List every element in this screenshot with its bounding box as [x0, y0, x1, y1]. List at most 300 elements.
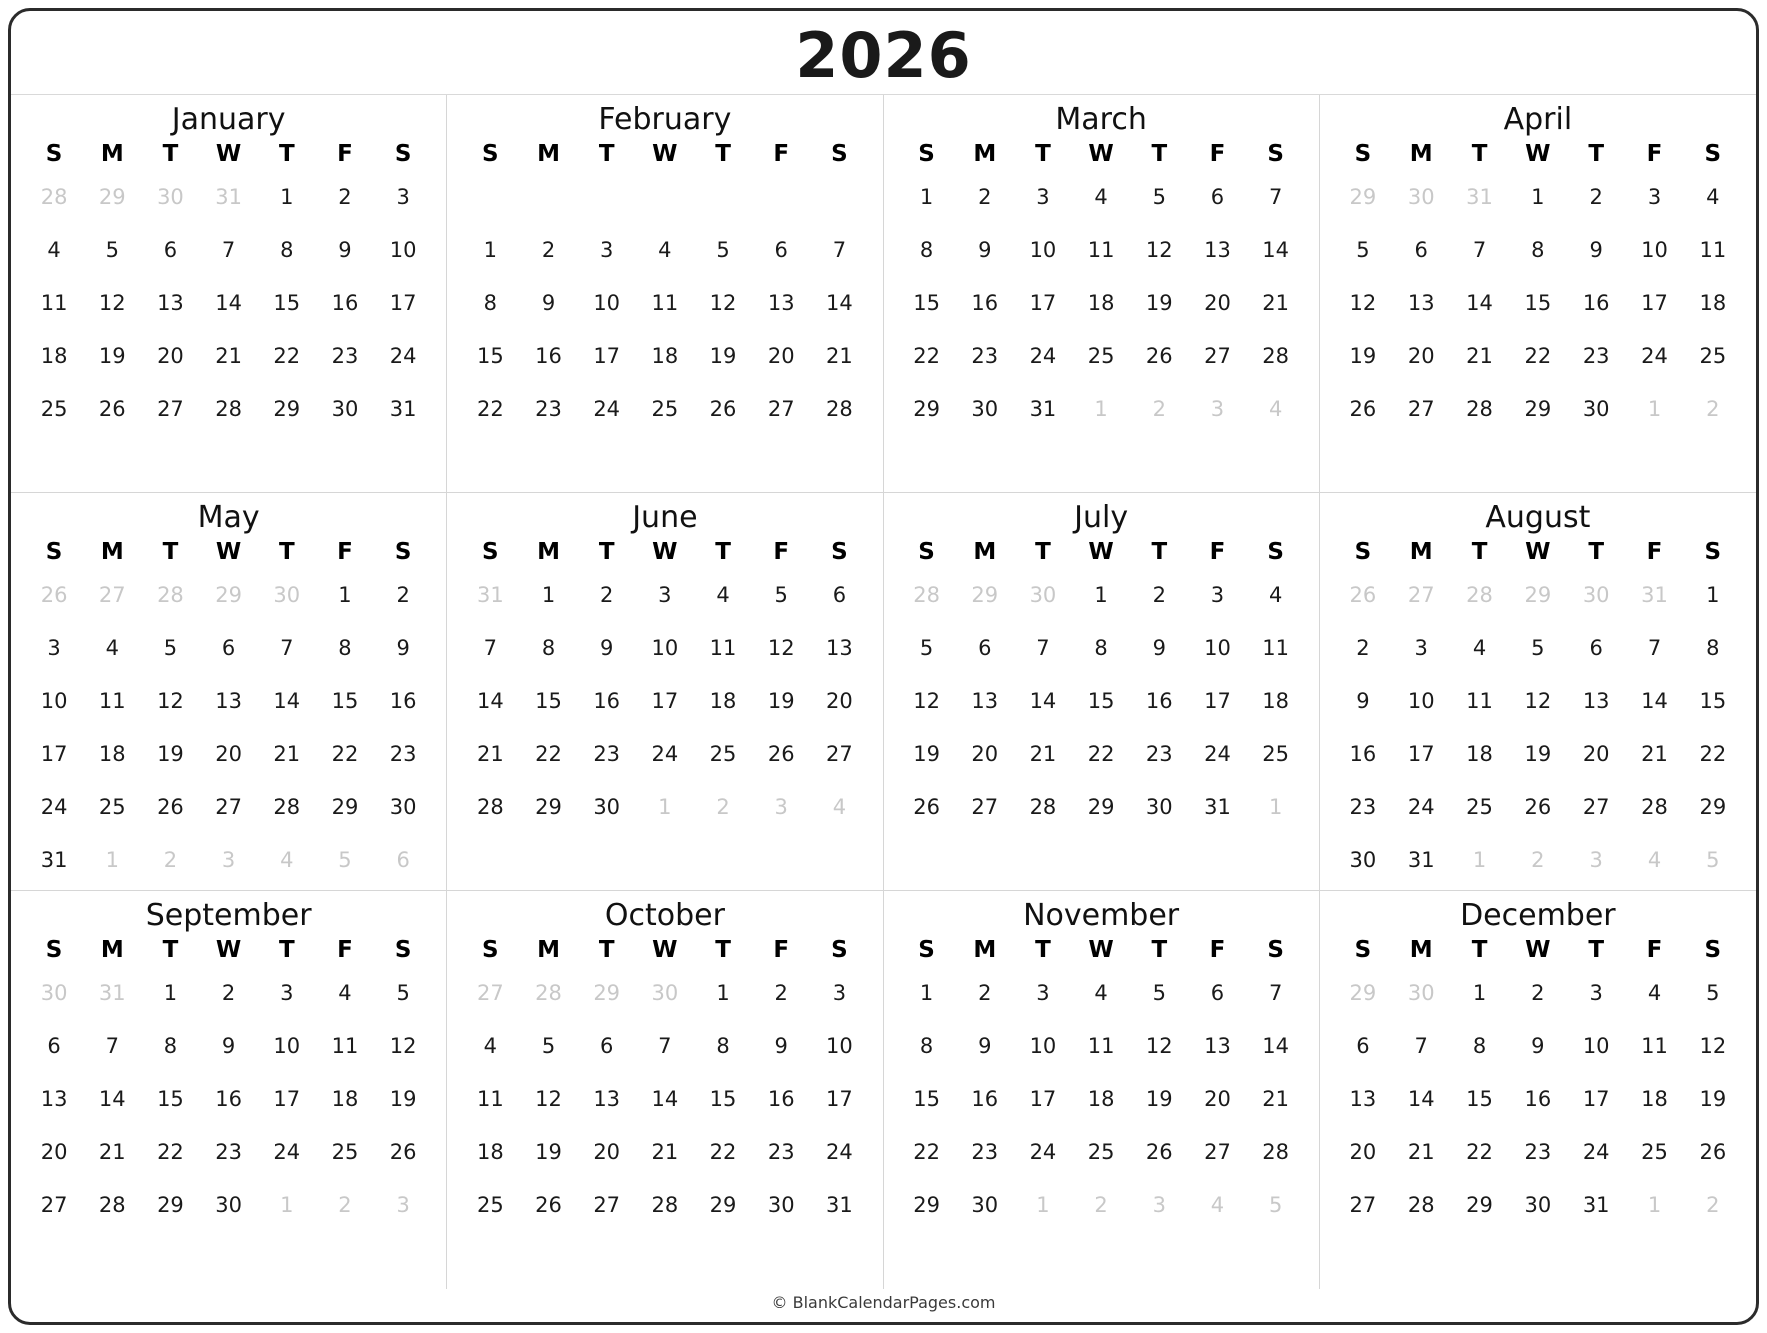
day-cell[interactable]: 30	[273, 583, 301, 608]
day-cell[interactable]: 27	[1582, 794, 1610, 819]
day-cell[interactable]: 10	[273, 1034, 301, 1059]
day-cell[interactable]: 23	[1582, 343, 1610, 368]
day-cell[interactable]: 21	[1262, 290, 1290, 315]
day-cell[interactable]: 2	[1152, 583, 1166, 608]
day-cell[interactable]: 16	[1145, 688, 1173, 713]
day-cell[interactable]: 25	[40, 396, 68, 421]
day-cell[interactable]: 14	[476, 688, 504, 713]
day-cell[interactable]: 25	[1466, 794, 1493, 819]
day-cell[interactable]: 21	[215, 343, 242, 368]
day-cell[interactable]: 12	[1145, 1034, 1173, 1059]
day-cell[interactable]: 15	[331, 688, 359, 713]
day-cell[interactable]: 25	[98, 794, 126, 819]
day-cell[interactable]: 9	[600, 635, 614, 660]
day-cell[interactable]: 4	[280, 847, 294, 872]
day-cell[interactable]: 18	[476, 1140, 504, 1165]
day-cell[interactable]: 14	[1262, 237, 1290, 262]
day-cell[interactable]: 23	[593, 741, 621, 766]
day-cell[interactable]: 14	[1262, 1034, 1290, 1059]
day-cell[interactable]: 22	[331, 741, 359, 766]
day-cell[interactable]: 24	[1029, 343, 1057, 368]
day-cell[interactable]: 1	[1094, 583, 1108, 608]
day-cell[interactable]: 13	[826, 635, 853, 660]
day-cell[interactable]: 22	[1087, 741, 1115, 766]
day-cell[interactable]: 10	[1029, 237, 1057, 262]
day-cell[interactable]: 11	[651, 290, 679, 315]
day-cell[interactable]: 28	[1641, 794, 1668, 819]
day-cell[interactable]: 11	[1087, 237, 1115, 262]
day-cell[interactable]: 7	[658, 1034, 672, 1059]
day-cell[interactable]: 1	[1268, 794, 1283, 819]
day-cell[interactable]: 30	[1524, 1193, 1552, 1218]
day-cell[interactable]: 16	[1524, 1087, 1552, 1112]
day-cell[interactable]: 4	[1472, 635, 1487, 660]
day-cell[interactable]: 23	[1145, 741, 1173, 766]
day-cell[interactable]: 1	[919, 185, 934, 210]
day-cell[interactable]: 11	[1641, 1034, 1668, 1059]
day-cell[interactable]: 20	[1204, 1087, 1231, 1112]
day-cell[interactable]: 18	[651, 343, 679, 368]
day-cell[interactable]: 30	[215, 1193, 242, 1218]
day-cell[interactable]: 21	[826, 343, 853, 368]
day-cell[interactable]: 27	[157, 396, 184, 421]
day-cell[interactable]: 27	[1349, 1193, 1377, 1218]
day-cell[interactable]: 3	[47, 635, 61, 660]
day-cell[interactable]: 6	[1414, 237, 1428, 262]
day-cell[interactable]: 7	[1414, 1034, 1428, 1059]
day-cell[interactable]: 31	[1204, 794, 1231, 819]
day-cell[interactable]: 25	[1699, 343, 1727, 368]
day-cell[interactable]: 3	[1589, 847, 1603, 872]
day-cell[interactable]: 21	[1407, 1140, 1435, 1165]
day-cell[interactable]: 2	[338, 1193, 352, 1218]
day-cell[interactable]: 1	[338, 583, 352, 608]
day-cell[interactable]: 26	[1524, 794, 1552, 819]
day-cell[interactable]: 9	[978, 1034, 992, 1059]
day-cell[interactable]: 27	[476, 981, 504, 1006]
day-cell[interactable]: 20	[1204, 290, 1231, 315]
day-cell[interactable]: 9	[338, 237, 352, 262]
day-cell[interactable]: 11	[1699, 237, 1727, 262]
day-cell[interactable]: 5	[1268, 1193, 1283, 1218]
day-cell[interactable]: 29	[913, 396, 940, 421]
day-cell[interactable]: 20	[593, 1140, 621, 1165]
day-cell[interactable]: 27	[593, 1193, 621, 1218]
day-cell[interactable]: 2	[1152, 396, 1166, 421]
day-cell[interactable]: 3	[221, 847, 236, 872]
day-cell[interactable]: 29	[273, 396, 301, 421]
day-cell[interactable]: 29	[1349, 981, 1377, 1006]
day-cell[interactable]: 3	[280, 981, 294, 1006]
day-cell[interactable]: 10	[1641, 237, 1668, 262]
day-cell[interactable]: 31	[98, 981, 126, 1006]
day-cell[interactable]: 1	[483, 237, 498, 262]
day-cell[interactable]: 4	[1094, 185, 1108, 210]
day-cell[interactable]: 5	[396, 981, 410, 1006]
day-cell[interactable]: 29	[331, 794, 359, 819]
day-cell[interactable]: 3	[1210, 583, 1225, 608]
day-cell[interactable]: 5	[105, 237, 119, 262]
day-cell[interactable]: 30	[389, 794, 417, 819]
day-cell[interactable]: 27	[1407, 396, 1435, 421]
day-cell[interactable]: 26	[1349, 396, 1377, 421]
day-cell[interactable]: 3	[1036, 981, 1050, 1006]
day-cell[interactable]: 21	[273, 741, 301, 766]
day-cell[interactable]: 21	[1029, 741, 1057, 766]
day-cell[interactable]: 7	[483, 635, 498, 660]
day-cell[interactable]: 5	[1706, 847, 1720, 872]
day-cell[interactable]: 16	[971, 1087, 999, 1112]
day-cell[interactable]: 15	[535, 688, 562, 713]
day-cell[interactable]: 12	[535, 1087, 562, 1112]
day-cell[interactable]: 14	[1407, 1087, 1435, 1112]
day-cell[interactable]: 28	[1466, 396, 1493, 421]
day-cell[interactable]: 6	[1210, 981, 1225, 1006]
day-cell[interactable]: 12	[767, 635, 795, 660]
day-cell[interactable]: 7	[832, 237, 847, 262]
day-cell[interactable]: 11	[98, 688, 126, 713]
day-cell[interactable]: 28	[535, 981, 562, 1006]
day-cell[interactable]: 1	[280, 185, 294, 210]
day-cell[interactable]: 16	[535, 343, 562, 368]
day-cell[interactable]: 4	[1210, 1193, 1225, 1218]
day-cell[interactable]: 19	[767, 688, 795, 713]
day-cell[interactable]: 19	[98, 343, 126, 368]
day-cell[interactable]: 26	[1145, 343, 1173, 368]
day-cell[interactable]: 29	[1699, 794, 1727, 819]
day-cell[interactable]: 13	[1582, 688, 1610, 713]
day-cell[interactable]: 30	[767, 1193, 795, 1218]
day-cell[interactable]: 26	[98, 396, 126, 421]
day-cell[interactable]: 2	[774, 981, 788, 1006]
day-cell[interactable]: 20	[1407, 343, 1435, 368]
day-cell[interactable]: 15	[476, 343, 504, 368]
day-cell[interactable]: 28	[215, 396, 242, 421]
day-cell[interactable]: 31	[1582, 1193, 1610, 1218]
day-cell[interactable]: 10	[651, 635, 679, 660]
day-cell[interactable]: 8	[541, 635, 556, 660]
day-cell[interactable]: 13	[1204, 1034, 1231, 1059]
day-cell[interactable]: 27	[971, 794, 999, 819]
day-cell[interactable]: 9	[1589, 237, 1603, 262]
day-cell[interactable]: 7	[280, 635, 294, 660]
day-cell[interactable]: 17	[651, 688, 679, 713]
day-cell[interactable]: 29	[1524, 396, 1552, 421]
day-cell[interactable]: 13	[40, 1087, 68, 1112]
day-cell[interactable]: 27	[826, 741, 853, 766]
day-cell[interactable]: 27	[767, 396, 795, 421]
day-cell[interactable]: 6	[832, 583, 847, 608]
day-cell[interactable]: 19	[1524, 741, 1552, 766]
day-cell[interactable]: 12	[709, 290, 737, 315]
day-cell[interactable]: 30	[1407, 981, 1435, 1006]
day-cell[interactable]: 18	[1641, 1087, 1668, 1112]
day-cell[interactable]: 6	[1589, 635, 1603, 660]
day-cell[interactable]: 24	[40, 794, 68, 819]
day-cell[interactable]: 24	[826, 1140, 853, 1165]
day-cell[interactable]: 28	[1029, 794, 1057, 819]
day-cell[interactable]: 6	[1356, 1034, 1370, 1059]
day-cell[interactable]: 10	[1204, 635, 1231, 660]
day-cell[interactable]: 11	[1466, 688, 1493, 713]
day-cell[interactable]: 31	[476, 583, 504, 608]
day-cell[interactable]: 18	[40, 343, 68, 368]
day-cell[interactable]: 22	[1699, 741, 1727, 766]
day-cell[interactable]: 5	[541, 1034, 556, 1059]
day-cell[interactable]: 27	[1407, 583, 1435, 608]
day-cell[interactable]: 7	[1647, 635, 1662, 660]
day-cell[interactable]: 26	[40, 583, 68, 608]
day-cell[interactable]: 28	[157, 583, 184, 608]
day-cell[interactable]: 15	[1524, 290, 1552, 315]
day-cell[interactable]: 2	[1531, 981, 1545, 1006]
day-cell[interactable]: 9	[1152, 635, 1166, 660]
day-cell[interactable]: 2	[1589, 185, 1603, 210]
day-cell[interactable]: 11	[1087, 1034, 1115, 1059]
day-cell[interactable]: 2	[1706, 1193, 1720, 1218]
day-cell[interactable]: 2	[1094, 1193, 1108, 1218]
day-cell[interactable]: 4	[338, 981, 352, 1006]
day-cell[interactable]: 4	[1094, 981, 1108, 1006]
day-cell[interactable]: 19	[1145, 290, 1173, 315]
day-cell[interactable]: 3	[396, 185, 410, 210]
day-cell[interactable]: 23	[971, 343, 999, 368]
day-cell[interactable]: 3	[658, 583, 672, 608]
day-cell[interactable]: 5	[774, 583, 788, 608]
day-cell[interactable]: 13	[593, 1087, 621, 1112]
day-cell[interactable]: 18	[1087, 1087, 1115, 1112]
day-cell[interactable]: 30	[651, 981, 679, 1006]
day-cell[interactable]: 10	[1029, 1034, 1057, 1059]
day-cell[interactable]: 1	[1706, 583, 1720, 608]
day-cell[interactable]: 18	[331, 1087, 359, 1112]
day-cell[interactable]: 28	[913, 583, 940, 608]
day-cell[interactable]: 4	[47, 237, 61, 262]
day-cell[interactable]: 24	[1407, 794, 1435, 819]
day-cell[interactable]: 17	[1204, 688, 1231, 713]
day-cell[interactable]: 30	[1349, 847, 1377, 872]
day-cell[interactable]: 1	[716, 981, 730, 1006]
day-cell[interactable]: 22	[476, 396, 504, 421]
day-cell[interactable]: 22	[913, 343, 940, 368]
day-cell[interactable]: 2	[716, 794, 730, 819]
day-cell[interactable]: 17	[1029, 290, 1057, 315]
day-cell[interactable]: 8	[1472, 1034, 1487, 1059]
day-cell[interactable]: 16	[971, 290, 999, 315]
day-cell[interactable]: 30	[1029, 583, 1057, 608]
day-cell[interactable]: 30	[971, 396, 999, 421]
day-cell[interactable]: 13	[971, 688, 999, 713]
day-cell[interactable]: 26	[1349, 583, 1377, 608]
day-cell[interactable]: 11	[40, 290, 68, 315]
day-cell[interactable]: 22	[913, 1140, 940, 1165]
day-cell[interactable]: 13	[767, 290, 795, 315]
day-cell[interactable]: 6	[774, 237, 788, 262]
day-cell[interactable]: 23	[767, 1140, 795, 1165]
day-cell[interactable]: 8	[919, 237, 934, 262]
day-cell[interactable]: 28	[826, 396, 853, 421]
day-cell[interactable]: 18	[1087, 290, 1115, 315]
day-cell[interactable]: 3	[1210, 396, 1225, 421]
day-cell[interactable]: 2	[978, 981, 992, 1006]
day-cell[interactable]: 21	[1641, 741, 1668, 766]
day-cell[interactable]: 4	[658, 237, 672, 262]
day-cell[interactable]: 22	[273, 343, 301, 368]
day-cell[interactable]: 14	[215, 290, 242, 315]
day-cell[interactable]: 2	[978, 185, 992, 210]
day-cell[interactable]: 1	[1036, 1193, 1050, 1218]
day-cell[interactable]: 27	[98, 583, 126, 608]
day-cell[interactable]: 20	[40, 1140, 68, 1165]
day-cell[interactable]: 4	[1706, 185, 1720, 210]
day-cell[interactable]: 14	[273, 688, 301, 713]
day-cell[interactable]: 27	[1204, 343, 1231, 368]
day-cell[interactable]: 17	[826, 1087, 853, 1112]
day-cell[interactable]: 20	[157, 343, 184, 368]
day-cell[interactable]: 12	[913, 688, 940, 713]
day-cell[interactable]: 6	[600, 1034, 614, 1059]
day-cell[interactable]: 16	[215, 1087, 242, 1112]
day-cell[interactable]: 19	[913, 741, 940, 766]
day-cell[interactable]: 21	[476, 741, 504, 766]
day-cell[interactable]: 29	[709, 1193, 737, 1218]
day-cell[interactable]: 25	[1087, 1140, 1115, 1165]
day-cell[interactable]: 28	[1466, 583, 1493, 608]
day-cell[interactable]: 29	[98, 185, 126, 210]
day-cell[interactable]: 1	[1647, 396, 1662, 421]
day-cell[interactable]: 14	[651, 1087, 679, 1112]
day-cell[interactable]: 1	[658, 794, 672, 819]
day-cell[interactable]: 9	[774, 1034, 788, 1059]
day-cell[interactable]: 3	[774, 794, 788, 819]
day-cell[interactable]: 1	[1647, 1193, 1662, 1218]
day-cell[interactable]: 7	[221, 237, 236, 262]
day-cell[interactable]: 4	[483, 1034, 498, 1059]
day-cell[interactable]: 27	[1204, 1140, 1231, 1165]
day-cell[interactable]: 31	[1466, 185, 1493, 210]
day-cell[interactable]: 25	[1087, 343, 1115, 368]
day-cell[interactable]: 24	[1029, 1140, 1057, 1165]
day-cell[interactable]: 19	[1145, 1087, 1173, 1112]
day-cell[interactable]: 23	[331, 343, 359, 368]
day-cell[interactable]: 20	[1349, 1140, 1377, 1165]
day-cell[interactable]: 6	[47, 1034, 61, 1059]
day-cell[interactable]: 16	[331, 290, 359, 315]
day-cell[interactable]: 6	[396, 847, 410, 872]
day-cell[interactable]: 18	[98, 741, 126, 766]
day-cell[interactable]: 10	[389, 237, 417, 262]
day-cell[interactable]: 26	[1699, 1140, 1727, 1165]
day-cell[interactable]: 30	[157, 185, 184, 210]
day-cell[interactable]: 3	[1589, 981, 1603, 1006]
day-cell[interactable]: 12	[1699, 1034, 1727, 1059]
day-cell[interactable]: 20	[1582, 741, 1610, 766]
day-cell[interactable]: 3	[1414, 635, 1428, 660]
day-cell[interactable]: 31	[826, 1193, 853, 1218]
day-cell[interactable]: 8	[163, 1034, 178, 1059]
day-cell[interactable]: 18	[1262, 688, 1290, 713]
day-cell[interactable]: 29	[913, 1193, 940, 1218]
day-cell[interactable]: 1	[1472, 847, 1487, 872]
day-cell[interactable]: 22	[157, 1140, 184, 1165]
day-cell[interactable]: 31	[215, 185, 242, 210]
day-cell[interactable]: 16	[593, 688, 621, 713]
day-cell[interactable]: 6	[1210, 185, 1225, 210]
day-cell[interactable]: 29	[1087, 794, 1115, 819]
day-cell[interactable]: 4	[716, 583, 730, 608]
day-cell[interactable]: 23	[389, 741, 417, 766]
day-cell[interactable]: 8	[1094, 635, 1108, 660]
day-cell[interactable]: 17	[1407, 741, 1435, 766]
day-cell[interactable]: 9	[1356, 688, 1370, 713]
day-cell[interactable]: 3	[1152, 1193, 1166, 1218]
day-cell[interactable]: 2	[541, 237, 556, 262]
day-cell[interactable]: 7	[1472, 237, 1487, 262]
day-cell[interactable]: 13	[1407, 290, 1435, 315]
day-cell[interactable]: 4	[1268, 396, 1283, 421]
day-cell[interactable]: 10	[40, 688, 68, 713]
day-cell[interactable]: 25	[1641, 1140, 1668, 1165]
day-cell[interactable]: 17	[593, 343, 621, 368]
day-cell[interactable]: 16	[1582, 290, 1610, 315]
day-cell[interactable]: 18	[1699, 290, 1727, 315]
day-cell[interactable]: 20	[215, 741, 242, 766]
day-cell[interactable]: 7	[105, 1034, 119, 1059]
day-cell[interactable]: 21	[651, 1140, 679, 1165]
day-cell[interactable]: 19	[1349, 343, 1377, 368]
day-cell[interactable]: 18	[1466, 741, 1493, 766]
day-cell[interactable]: 19	[157, 741, 184, 766]
day-cell[interactable]: 25	[709, 741, 737, 766]
day-cell[interactable]: 5	[1706, 981, 1720, 1006]
day-cell[interactable]: 9	[541, 290, 556, 315]
day-cell[interactable]: 6	[978, 635, 992, 660]
day-cell[interactable]: 8	[1531, 237, 1545, 262]
day-cell[interactable]: 15	[273, 290, 301, 315]
day-cell[interactable]: 19	[389, 1087, 417, 1112]
day-cell[interactable]: 23	[1349, 794, 1377, 819]
day-cell[interactable]: 30	[1145, 794, 1173, 819]
day-cell[interactable]: 26	[389, 1140, 417, 1165]
day-cell[interactable]: 24	[1641, 343, 1668, 368]
day-cell[interactable]: 1	[1094, 396, 1108, 421]
day-cell[interactable]: 9	[978, 237, 992, 262]
day-cell[interactable]: 2	[1356, 635, 1370, 660]
day-cell[interactable]: 9	[221, 1034, 236, 1059]
day-cell[interactable]: 4	[1647, 847, 1662, 872]
day-cell[interactable]: 31	[1029, 396, 1057, 421]
day-cell[interactable]: 12	[157, 688, 184, 713]
day-cell[interactable]: 12	[98, 290, 126, 315]
day-cell[interactable]: 3	[1036, 185, 1050, 210]
day-cell[interactable]: 30	[1582, 396, 1610, 421]
day-cell[interactable]: 8	[716, 1034, 730, 1059]
day-cell[interactable]: 10	[1582, 1034, 1610, 1059]
day-cell[interactable]: 23	[1524, 1140, 1552, 1165]
day-cell[interactable]: 1	[1531, 185, 1545, 210]
day-cell[interactable]: 22	[709, 1140, 737, 1165]
day-cell[interactable]: 23	[215, 1140, 242, 1165]
day-cell[interactable]: 14	[98, 1087, 126, 1112]
day-cell[interactable]: 5	[919, 635, 934, 660]
day-cell[interactable]: 5	[1152, 981, 1166, 1006]
day-cell[interactable]: 15	[1087, 688, 1115, 713]
day-cell[interactable]: 5	[1531, 635, 1545, 660]
day-cell[interactable]: 8	[483, 290, 498, 315]
day-cell[interactable]: 31	[1641, 583, 1668, 608]
day-cell[interactable]: 13	[215, 688, 242, 713]
day-cell[interactable]: 23	[971, 1140, 999, 1165]
